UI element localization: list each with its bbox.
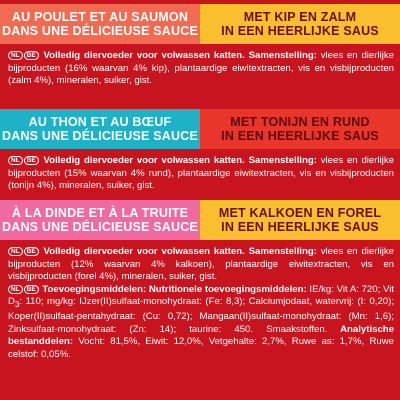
additives-text: IE/kg: Vit A: 720; Vit D	[8, 283, 394, 307]
language-badge-nl: NL	[8, 285, 23, 294]
banner-line: MET TONIJN EN RUND	[230, 115, 370, 129]
language-badge-be: BE	[24, 247, 39, 256]
composition-heading: Volledig diervoeder voor volwassen katten. Samenstelling:	[43, 50, 317, 61]
banner-line: IN EEN HEERLIJKE SAUS	[221, 129, 379, 143]
additives-text: : 110; mg/kg: IJzer(II)sulfaat-monohydraat: (Fe: 8,3); Calciumjodaat, watervrij: (I: 0,20); Koper(II)sulfaat-pentahydraat: (Cu: 0,72); Mangaan(II)sulfaat-monohydraat: (Mn: 1,6); Zinksulfaat-monohydraat: (Zn: 14); taurine: 450. Smaakstoffen.	[8, 296, 394, 335]
composition-paragraph	[8, 155, 394, 193]
composition-text: vlees en dierlijke bijproducten (15% waarvan 4% rund), plantaardige eiwitextracten, vis en visbijproducten (tonijn 4%), mineralen, suiker, gist.	[8, 155, 394, 191]
banner-line: DANS UNE DÉLICIEUSE SAUCE	[2, 24, 198, 38]
language-badge-nl: NL	[8, 51, 23, 60]
banner-line: MET KALKOEN EN FOREL	[218, 206, 382, 220]
analysis-heading: Analytische bestanddelen:	[8, 323, 394, 348]
composition-paragraph	[8, 246, 394, 361]
composition-heading: Volledig diervoeder voor volwassen katten. Samenstelling:	[43, 246, 317, 257]
language-badge-be: BE	[24, 285, 39, 294]
composition-text: vlees en dierlijke bijproducten (12% waarvan 4% kalkoen), plantaardige eiwitextracten, vis en visbijproducten (forel 4%), mineralen, suiker, gist.	[8, 246, 394, 282]
variant-banner-turkey-trout	[0, 200, 400, 240]
banner-line: IN EEN HEERLIJKE SAUS	[221, 24, 379, 38]
composition-heading: Volledig diervoeder voor volwassen katten. Samenstelling:	[43, 155, 317, 166]
variant-banner-tuna-beef	[0, 109, 400, 149]
banner-line: AU THON ET AU BŒUF	[28, 115, 172, 129]
banner-french-label	[0, 200, 200, 240]
banner-line: AU POULET ET AU SAUMON	[11, 10, 189, 24]
banner-dutch-label	[200, 200, 400, 240]
composition-paragraph	[8, 50, 394, 88]
language-badge-nl: NL	[8, 156, 23, 165]
vitamin-d-subscript: 3	[14, 299, 20, 309]
banner-french-label	[0, 4, 200, 44]
banner-line: DANS UNE DÉLICIEUSE SAUCE	[2, 220, 198, 234]
banner-line: DANS UNE DÉLICIEUSE SAUCE	[2, 129, 198, 143]
additives-heading: Toevoegingsmiddelen: Nutritionele toevoegingsmiddelen:	[42, 283, 307, 295]
analysis-text: Vocht: 81,5%, Eiwit: 12,0%, Vetgehalte: 2,7%, Ruwe as: 1,7%, Ruwe celstof: 0,05%.	[8, 336, 394, 360]
language-badge-be: BE	[24, 156, 39, 165]
variant-banner-chicken-salmon	[0, 4, 400, 44]
banner-dutch-label	[200, 109, 400, 149]
banner-dutch-label	[200, 4, 400, 44]
banner-line: MET KIP EN ZALM	[243, 10, 357, 24]
composition-text: vlees en dierlijke bijproducten (16% waarvan 4% kip), plantaardige eiwitextracten, vis en visbijproducten (zalm 4%), mineralen, suiker, gist.	[8, 50, 394, 86]
banner-line: IN EEN HEERLIJKE SAUS	[221, 220, 379, 234]
banner-french-label	[0, 109, 200, 149]
banner-line: À LA DINDE ET À LA TRUITE	[11, 206, 189, 220]
language-badge-be: BE	[24, 51, 39, 60]
language-badge-nl: NL	[8, 247, 23, 256]
